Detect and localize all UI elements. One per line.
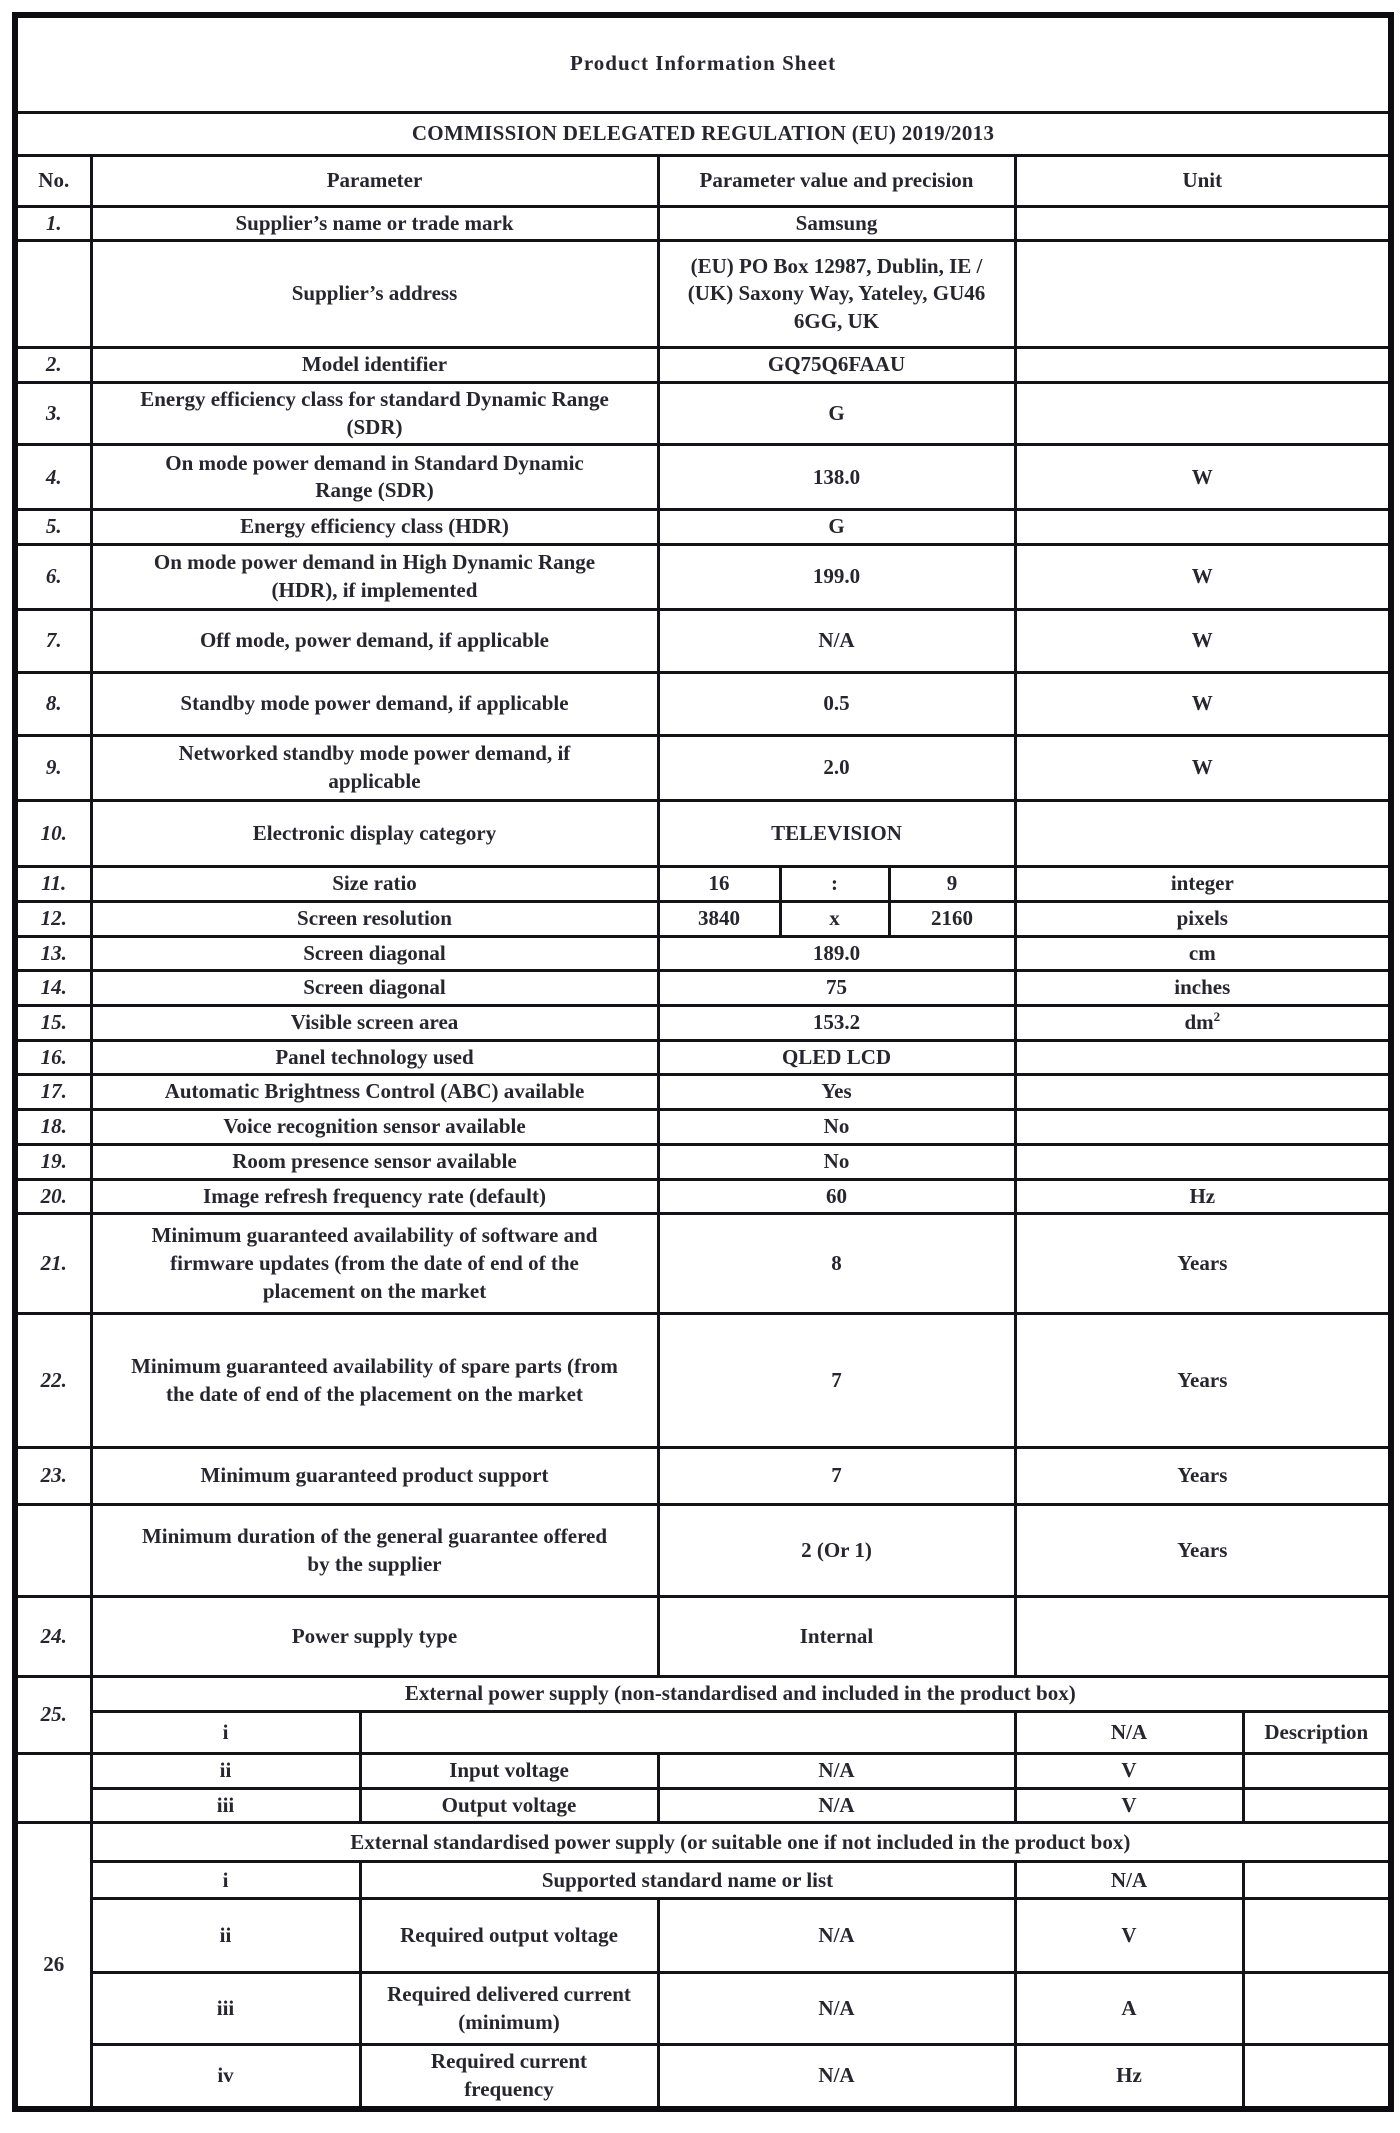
value-cell-2: :	[780, 867, 889, 902]
unit-cell: Hz	[1015, 2045, 1243, 2109]
row-1-supplier-name	[15, 206, 1391, 241]
label-cell: Required current frequency	[360, 2045, 658, 2109]
unit-cell: Hz	[1015, 1179, 1391, 1214]
value-cell: 60	[658, 1179, 1015, 1214]
param-cell: Panel technology used	[91, 1040, 658, 1075]
block25-row-ii	[15, 1754, 1391, 1789]
param-cell: Automatic Brightness Control (ABC) available	[91, 1075, 658, 1110]
no-cell: 11.	[15, 867, 91, 902]
no-cell: 3.	[15, 382, 91, 444]
unit-cell	[1015, 801, 1391, 867]
value-cell: 8	[658, 1214, 1015, 1314]
param-cell: Power supply type	[91, 1597, 658, 1677]
unit-cell: integer	[1015, 867, 1391, 902]
value-cell	[658, 241, 1015, 348]
desc-cell: Description	[1243, 1712, 1391, 1754]
value-cell: N/A	[658, 2045, 1015, 2109]
unit-cell: W	[1015, 736, 1391, 801]
block26-row-iv	[15, 2045, 1391, 2109]
no-cell: 19.	[15, 1144, 91, 1179]
column-header-row	[15, 155, 1391, 206]
regulation-subtitle: COMMISSION DELEGATED REGULATION (EU) 2019/2013	[15, 112, 1391, 155]
subindex-cell: iii	[91, 1973, 360, 2045]
value-cell: GQ75Q6FAAU	[658, 348, 1015, 383]
row-16-panel-technology	[15, 1040, 1391, 1075]
unit-cell: Years	[1015, 1214, 1391, 1314]
value-cell: 2.0	[658, 736, 1015, 801]
no-cell: 12.	[15, 901, 91, 936]
unit-cell: W	[1015, 545, 1391, 610]
unit-cell: A	[1015, 1973, 1243, 2045]
row-23-product-support	[15, 1448, 1391, 1505]
address-text: (EU) PO Box 12987, Dublin, IE / (UK) Saxony Way, Yateley, GU46 6GG, UK	[687, 253, 986, 334]
unit-cell: $dm^2$	[1015, 1005, 1391, 1040]
subindex-cell: iv	[91, 2045, 360, 2109]
value-cell: N/A	[658, 1973, 1015, 2045]
value-cell: 7	[658, 1448, 1015, 1505]
merged-blank-cell	[360, 1712, 1015, 1754]
param-cell: Minimum duration of the general guarantee offered by the supplier	[91, 1505, 658, 1597]
value-cell: 75	[658, 971, 1015, 1006]
param-cell: Supplier’s address	[91, 241, 658, 348]
param-cell: Screen resolution	[91, 901, 658, 936]
unit-cell	[1015, 348, 1391, 383]
desc-cell	[1243, 2045, 1391, 2109]
param-cell: Screen diagonal	[91, 971, 658, 1006]
no-cell: 23.	[15, 1448, 91, 1505]
no-cell: 26	[15, 1823, 91, 2109]
no-cell: 8.	[15, 673, 91, 736]
row-supplier-address	[15, 241, 1391, 348]
unit-cell: cm	[1015, 936, 1391, 971]
row-24-power-supply-type	[15, 1597, 1391, 1677]
row-22-spare-parts	[15, 1314, 1391, 1448]
param-cell: Screen diagonal	[91, 936, 658, 971]
param-cell: Energy efficiency class for standard Dynamic Range (SDR)	[91, 382, 658, 444]
row-2-model-identifier	[15, 348, 1391, 383]
block26-row-ii	[15, 1899, 1391, 1973]
no-cell: 1.	[15, 206, 91, 241]
unit-cell	[1015, 206, 1391, 241]
value-cell: 0.5	[658, 673, 1015, 736]
block26-header-row	[15, 1823, 1391, 1862]
product-information-sheet	[12, 12, 1394, 2112]
no-cell	[15, 1505, 91, 1597]
unit-cell: Years	[1015, 1448, 1391, 1505]
param-cell: Supplier’s name or trade mark	[91, 206, 658, 241]
row-8-standby	[15, 673, 1391, 736]
row-15-visible-screen-area	[15, 1005, 1391, 1040]
regulation-row	[15, 112, 1391, 155]
unit-cell: inches	[1015, 971, 1391, 1006]
unit-cell: N/A	[1015, 1712, 1243, 1754]
subindex-cell: ii	[91, 1754, 360, 1789]
param-cell: Room presence sensor available	[91, 1144, 658, 1179]
subindex-cell: i	[91, 1712, 360, 1754]
no-cell: 21.	[15, 1214, 91, 1314]
merged-label-cell: Supported standard name or list	[360, 1862, 1015, 1899]
param-cell: Off mode, power demand, if applicable	[91, 610, 658, 673]
row-19-room-presence	[15, 1144, 1391, 1179]
row-9-networked-standby	[15, 736, 1391, 801]
row-11-size-ratio	[15, 867, 1391, 902]
block25-header: External power supply (non-standardised and included in the product box)	[91, 1677, 1391, 1712]
row-4-power-sdr	[15, 445, 1391, 510]
unit-cell: Years	[1015, 1314, 1391, 1448]
value-cell: 138.0	[658, 445, 1015, 510]
param-cell: Standby mode power demand, if applicable	[91, 673, 658, 736]
unit-cell: V	[1015, 1754, 1243, 1789]
value-cell: TELEVISION	[658, 801, 1015, 867]
value-cell-3: 9	[889, 867, 1015, 902]
no-cell: 7.	[15, 610, 91, 673]
no-cell: 5.	[15, 510, 91, 545]
subindex-cell: iii	[91, 1788, 360, 1823]
param-cell: Electronic display category	[91, 801, 658, 867]
unit-cell	[1015, 382, 1391, 444]
no-cell: 22.	[15, 1314, 91, 1448]
value-cell: Samsung	[658, 206, 1015, 241]
no-cell	[15, 241, 91, 348]
value-cell: 199.0	[658, 545, 1015, 610]
value-cell-1: 3840	[658, 901, 780, 936]
param-cell: Image refresh frequency rate (default)	[91, 1179, 658, 1214]
blank-no-cell	[15, 1754, 91, 1823]
row-3-energy-class-sdr	[15, 382, 1391, 444]
row-6-power-hdr	[15, 545, 1391, 610]
row-7-off-mode	[15, 610, 1391, 673]
param-cell: Minimum guaranteed product support	[91, 1448, 658, 1505]
param-cell: Energy efficiency class (HDR)	[91, 510, 658, 545]
value-cell: No	[658, 1110, 1015, 1145]
unit-cell	[1015, 1597, 1391, 1677]
label-cell: Output voltage	[360, 1788, 658, 1823]
value-cell: 189.0	[658, 936, 1015, 971]
row-13-screen-diagonal-cm	[15, 936, 1391, 971]
no-cell: 6.	[15, 545, 91, 610]
desc-cell	[1243, 1754, 1391, 1789]
desc-cell	[1243, 1788, 1391, 1823]
row-21-software-updates	[15, 1214, 1391, 1314]
unit-cell: V	[1015, 1899, 1243, 1973]
block25-row-i	[15, 1712, 1391, 1754]
desc-cell	[1243, 1862, 1391, 1899]
row-20-refresh-rate	[15, 1179, 1391, 1214]
unit-cell: Years	[1015, 1505, 1391, 1597]
pis-table	[12, 12, 1394, 2112]
no-cell: 4.	[15, 445, 91, 510]
value-cell: G	[658, 510, 1015, 545]
value-cell-3: 2160	[889, 901, 1015, 936]
value-cell: N/A	[658, 1899, 1015, 1973]
desc-cell	[1243, 1973, 1391, 2045]
value-cell: No	[658, 1144, 1015, 1179]
block26-header: External standardised power supply (or suitable one if not included in the product box)	[91, 1823, 1391, 1862]
label-cell: Required output voltage	[360, 1899, 658, 1973]
row-5-energy-class-hdr	[15, 510, 1391, 545]
block26-row-i	[15, 1862, 1391, 1899]
unit-cell	[1015, 1040, 1391, 1075]
no-cell: 18.	[15, 1110, 91, 1145]
no-cell: 24.	[15, 1597, 91, 1677]
unit-superscript: 2	[1213, 1008, 1221, 1024]
col-header-unit: Unit	[1015, 155, 1391, 206]
desc-cell	[1243, 1899, 1391, 1973]
no-cell: 25.	[15, 1677, 91, 1754]
row-10-display-category	[15, 801, 1391, 867]
value-cell-2: x	[780, 901, 889, 936]
param-cell: Model identifier	[91, 348, 658, 383]
no-cell: 20.	[15, 1179, 91, 1214]
param-cell: Minimum guaranteed availability of spare parts (from the date of end of the placement on the market	[91, 1314, 658, 1448]
param-cell: On mode power demand in High Dynamic Range (HDR), if implemented	[91, 545, 658, 610]
title-row	[15, 15, 1391, 112]
row-14-screen-diagonal-inches	[15, 971, 1391, 1006]
no-cell: 9.	[15, 736, 91, 801]
unit-cell: W	[1015, 610, 1391, 673]
label-cell: Required delivered current (minimum)	[360, 1973, 658, 2045]
value-cell: 153.2	[658, 1005, 1015, 1040]
value-cell: N/A	[658, 1788, 1015, 1823]
label-cell: Input voltage	[360, 1754, 658, 1789]
unit-cell: W	[1015, 445, 1391, 510]
block25-header-row	[15, 1677, 1391, 1712]
col-header-value: Parameter value and precision	[658, 155, 1015, 206]
unit-cell: W	[1015, 673, 1391, 736]
param-cell: On mode power demand in Standard Dynamic Range (SDR)	[91, 445, 658, 510]
col-header-no: No.	[15, 155, 91, 206]
no-cell: 17.	[15, 1075, 91, 1110]
no-cell: 14.	[15, 971, 91, 1006]
param-cell: Voice recognition sensor available	[91, 1110, 658, 1145]
param-cell: Networked standby mode power demand, if applicable	[91, 736, 658, 801]
value-cell: N/A	[658, 610, 1015, 673]
param-cell: Minimum guaranteed availability of software and firmware updates (from the date of end of the placement on the market	[91, 1214, 658, 1314]
value-cell: Yes	[658, 1075, 1015, 1110]
value-cell: 2 (Or 1)	[658, 1505, 1015, 1597]
no-cell: 10.	[15, 801, 91, 867]
unit-cell: V	[1015, 1788, 1243, 1823]
no-cell: 2.	[15, 348, 91, 383]
param-cell: Visible screen area	[91, 1005, 658, 1040]
value-cell-1: 16	[658, 867, 780, 902]
unit-cell	[1015, 1144, 1391, 1179]
no-cell: 13.	[15, 936, 91, 971]
no-cell: 16.	[15, 1040, 91, 1075]
unit-cell	[1015, 241, 1391, 348]
block26-row-iii	[15, 1973, 1391, 2045]
row-17-abc-available	[15, 1075, 1391, 1110]
unit-cell: pixels	[1015, 901, 1391, 936]
row-guarantee-duration	[15, 1505, 1391, 1597]
block25-row-iii	[15, 1788, 1391, 1823]
value-cell: G	[658, 382, 1015, 444]
subindex-cell: i	[91, 1862, 360, 1899]
value-cell: N/A	[658, 1754, 1015, 1789]
col-header-parameter: Parameter	[91, 155, 658, 206]
value-cell: QLED LCD	[658, 1040, 1015, 1075]
param-cell: Size ratio	[91, 867, 658, 902]
no-cell: 15.	[15, 1005, 91, 1040]
value-cell: 7	[658, 1314, 1015, 1448]
unit-cell: N/A	[1015, 1862, 1243, 1899]
value-cell: Internal	[658, 1597, 1015, 1677]
subindex-cell: ii	[91, 1899, 360, 1973]
page-title: Product Information Sheet	[15, 15, 1391, 112]
row-18-voice-recognition	[15, 1110, 1391, 1145]
unit-cell	[1015, 510, 1391, 545]
unit-cell	[1015, 1075, 1391, 1110]
unit-cell	[1015, 1110, 1391, 1145]
row-12-screen-resolution	[15, 901, 1391, 936]
